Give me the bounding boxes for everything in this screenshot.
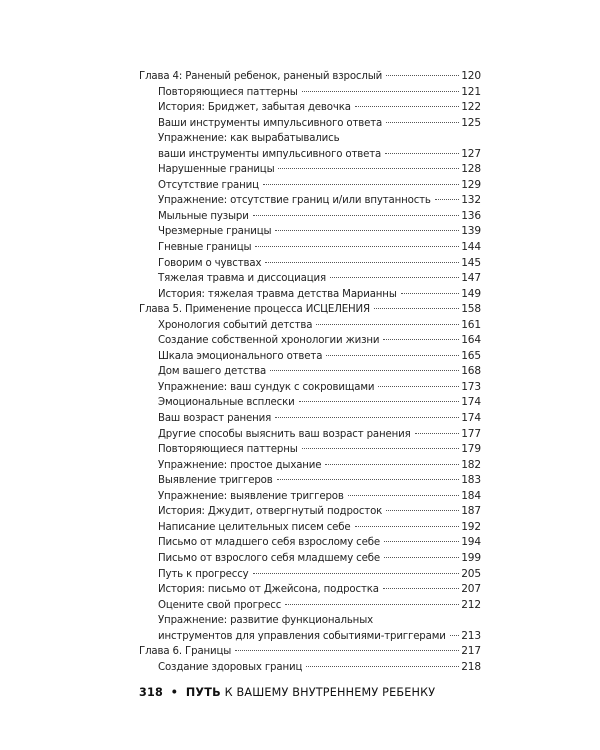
toc-section-entry <box>139 551 481 567</box>
entry-page-number: 207 <box>461 583 481 596</box>
toc-chapter-entry <box>139 302 481 318</box>
entry-page-number: 205 <box>461 567 481 580</box>
entry-page-number: 165 <box>461 349 481 362</box>
entry-page-number: 182 <box>461 458 481 471</box>
page-number: 318 <box>139 686 163 699</box>
toc-section-entry <box>139 131 481 147</box>
toc-section-entry <box>139 395 481 411</box>
dot-leader <box>401 293 460 294</box>
toc-section-entry <box>139 318 481 334</box>
entry-title: Дом вашего детства <box>158 366 267 378</box>
dot-leader <box>253 215 460 216</box>
dot-leader <box>302 448 460 449</box>
entry-page-number: 158 <box>461 303 481 316</box>
entry-title: Мыльные пузыри <box>158 210 249 222</box>
dot-leader <box>383 588 459 589</box>
entry-page-number: 174 <box>461 396 481 409</box>
dot-leader <box>316 324 459 325</box>
entry-page-number: 161 <box>461 318 481 331</box>
entry-title: Упражнение: как вырабатывались <box>158 133 340 145</box>
dot-leader <box>330 277 459 278</box>
entry-title: Гневные границы <box>158 242 252 254</box>
table-of-contents <box>139 69 481 675</box>
dot-leader <box>275 230 459 231</box>
dot-leader <box>325 464 459 465</box>
dot-leader <box>263 184 459 185</box>
entry-title: Упражнение: отсутствие границ и/или впутанность <box>158 195 431 207</box>
dot-leader <box>302 91 460 92</box>
entry-title: Другие способы выяснить ваш возраст ранения <box>158 428 411 440</box>
entry-title: Хронология событий детства <box>158 319 313 331</box>
toc-section-entry <box>139 660 481 676</box>
entry-page-number: 184 <box>461 489 481 502</box>
dot-leader <box>275 417 459 418</box>
entry-title: История: письмо от Джейсона, подростка <box>158 584 379 596</box>
dot-leader <box>384 557 459 558</box>
entry-page-number: 127 <box>461 147 481 160</box>
entry-page-number: 147 <box>461 272 481 285</box>
dot-leader <box>306 666 459 667</box>
entry-page-number: 145 <box>461 256 481 269</box>
entry-page-number: 174 <box>461 412 481 425</box>
entry-title: Глава 4: Раненый ребенок, раненый взрослый <box>139 71 383 82</box>
entry-title: Выявление триггеров <box>158 475 273 487</box>
toc-section-entry <box>139 504 481 520</box>
entry-page-number: 218 <box>461 660 481 673</box>
toc-section-entry <box>139 178 481 194</box>
entry-page-number: 177 <box>461 427 481 440</box>
toc-section-entry <box>139 442 481 458</box>
entry-title: Написание целительных писем себе <box>158 521 351 533</box>
entry-page-number: 173 <box>461 380 481 393</box>
entry-page-number: 179 <box>461 443 481 456</box>
dot-leader <box>384 541 459 542</box>
entry-title: Эмоциональные всплески <box>158 397 295 409</box>
toc-section-entry <box>139 427 481 443</box>
dot-leader <box>299 401 460 402</box>
entry-title: Ваши инструменты импульсивного ответа <box>158 117 383 129</box>
toc-section-entry <box>139 411 481 427</box>
dot-leader <box>386 510 459 511</box>
entry-title: История: тяжелая травма детства Марианны <box>158 288 397 300</box>
entry-page-number: 149 <box>461 287 481 300</box>
entry-title: ваши инструменты импульсивного ответа <box>158 148 382 160</box>
entry-title: Говорим о чувствах <box>158 257 262 269</box>
toc-section-entry <box>139 333 481 349</box>
entry-title: Глава 5. Применение процесса ИСЦЕЛЕНИЯ <box>139 304 370 316</box>
entry-title: Нарушенные границы <box>158 164 275 176</box>
toc-section-entry <box>139 458 481 474</box>
entry-title: Отсутствие границ <box>158 179 259 191</box>
dot-leader <box>235 650 459 651</box>
dot-leader <box>348 495 460 496</box>
dot-leader <box>277 479 460 480</box>
entry-page-number: 144 <box>461 241 481 254</box>
toc-section-entry <box>139 473 481 489</box>
entry-title: История: Джудит, отвергнутый подросток <box>158 506 383 518</box>
entry-page-number: 187 <box>461 505 481 518</box>
toc-section-entry <box>139 349 481 365</box>
entry-page-number: 128 <box>461 163 481 176</box>
toc-chapter-entry <box>139 644 481 660</box>
toc-section-entry <box>139 567 481 583</box>
toc-section-entry <box>139 364 481 380</box>
bullet-separator: • <box>170 686 179 699</box>
toc-section-entry <box>139 240 481 256</box>
entry-page-number: 164 <box>461 334 481 347</box>
entry-page-number: 129 <box>461 178 481 191</box>
entry-page-number: 125 <box>461 116 481 129</box>
entry-title: Чрезмерные границы <box>158 226 272 238</box>
entry-title: Письмо от младшего себя взрослому себе <box>158 537 381 549</box>
entry-page-number: 183 <box>461 474 481 487</box>
entry-title: Создание собственной хронологии жизни <box>158 335 380 347</box>
toc-section-entry <box>139 147 481 163</box>
toc-section-entry <box>139 100 481 116</box>
entry-page-number: 212 <box>461 598 481 611</box>
dot-leader <box>435 199 459 200</box>
entry-title: Упражнение: развитие функциональных <box>158 615 373 627</box>
toc-section-entry <box>139 535 481 551</box>
entry-title: Ваш возраст ранения <box>158 413 272 425</box>
entry-title: Шкала эмоционального ответа <box>158 350 323 362</box>
toc-section-entry <box>139 256 481 272</box>
toc-section-entry <box>139 209 481 225</box>
entry-page-number: 132 <box>461 194 481 207</box>
entry-title: Упражнение: ваш сундук с сокровищами <box>158 381 375 393</box>
entry-title: Оцените свой прогресс <box>158 599 282 611</box>
entry-page-number: 139 <box>461 225 481 238</box>
toc-section-entry <box>139 613 481 629</box>
dot-leader <box>383 339 459 340</box>
dot-leader <box>355 106 459 107</box>
book-title-rest: К ВАШЕМУ ВНУТРЕННЕМУ РЕБЕНКУ <box>224 686 436 699</box>
toc-section-entry <box>139 224 481 240</box>
toc-section-entry <box>139 85 481 101</box>
entry-title: Упражнение: простое дыхание <box>158 459 322 471</box>
entry-page-number: 136 <box>461 209 481 222</box>
dot-leader <box>415 433 460 434</box>
entry-page-number: 217 <box>461 645 481 658</box>
entry-page-number: 121 <box>461 85 481 98</box>
dot-leader <box>450 635 459 636</box>
entry-title: Создание здоровых границ <box>158 661 303 673</box>
entry-page-number: 213 <box>461 629 481 642</box>
dot-leader <box>326 355 459 356</box>
dot-leader <box>378 386 459 387</box>
toc-section-entry <box>139 271 481 287</box>
entry-page-number: 194 <box>461 536 481 549</box>
entry-title: Путь к прогрессу <box>158 568 249 580</box>
book-title-lead: ПУТЬ <box>185 686 221 699</box>
toc-section-entry <box>139 489 481 505</box>
entry-title: История: Бриджет, забытая девочка <box>158 102 351 114</box>
dot-leader <box>278 168 459 169</box>
dot-leader <box>255 246 459 247</box>
toc-chapter-entry <box>139 69 481 85</box>
dot-leader <box>374 308 459 309</box>
toc-section-entry <box>139 193 481 209</box>
entry-page-number: 168 <box>461 365 481 378</box>
entry-title: инструментов для управления событиями-триггерами <box>158 630 446 642</box>
toc-section-entry <box>139 629 481 645</box>
entry-title: Письмо от взрослого себя младшему себе <box>158 552 381 564</box>
dot-leader <box>355 526 460 527</box>
dot-leader <box>385 153 459 154</box>
entry-page-number: 120 <box>461 70 481 82</box>
dot-leader <box>253 573 460 574</box>
dot-leader <box>265 262 459 263</box>
page-footer <box>139 686 435 699</box>
toc-section-entry <box>139 598 481 614</box>
toc-section-entry <box>139 380 481 396</box>
toc-section-entry <box>139 520 481 536</box>
toc-section-entry <box>139 162 481 178</box>
toc-section-entry <box>139 287 481 303</box>
entry-page-number: 192 <box>461 520 481 533</box>
entry-page-number: 199 <box>461 551 481 564</box>
dot-leader <box>386 122 459 123</box>
entry-title: Упражнение: выявление триггеров <box>158 490 344 502</box>
dot-leader <box>270 370 459 371</box>
dot-leader <box>285 604 459 605</box>
entry-title: Тяжелая травма и диссоциация <box>158 273 326 285</box>
entry-title: Повторяющиеся паттерны <box>158 444 298 456</box>
dot-leader <box>386 75 459 76</box>
entry-title: Повторяющиеся паттерны <box>158 86 298 98</box>
entry-page-number: 122 <box>461 101 481 114</box>
toc-section-entry <box>139 582 481 598</box>
entry-title: Глава 6. Границы <box>139 646 232 658</box>
toc-section-entry <box>139 116 481 132</box>
